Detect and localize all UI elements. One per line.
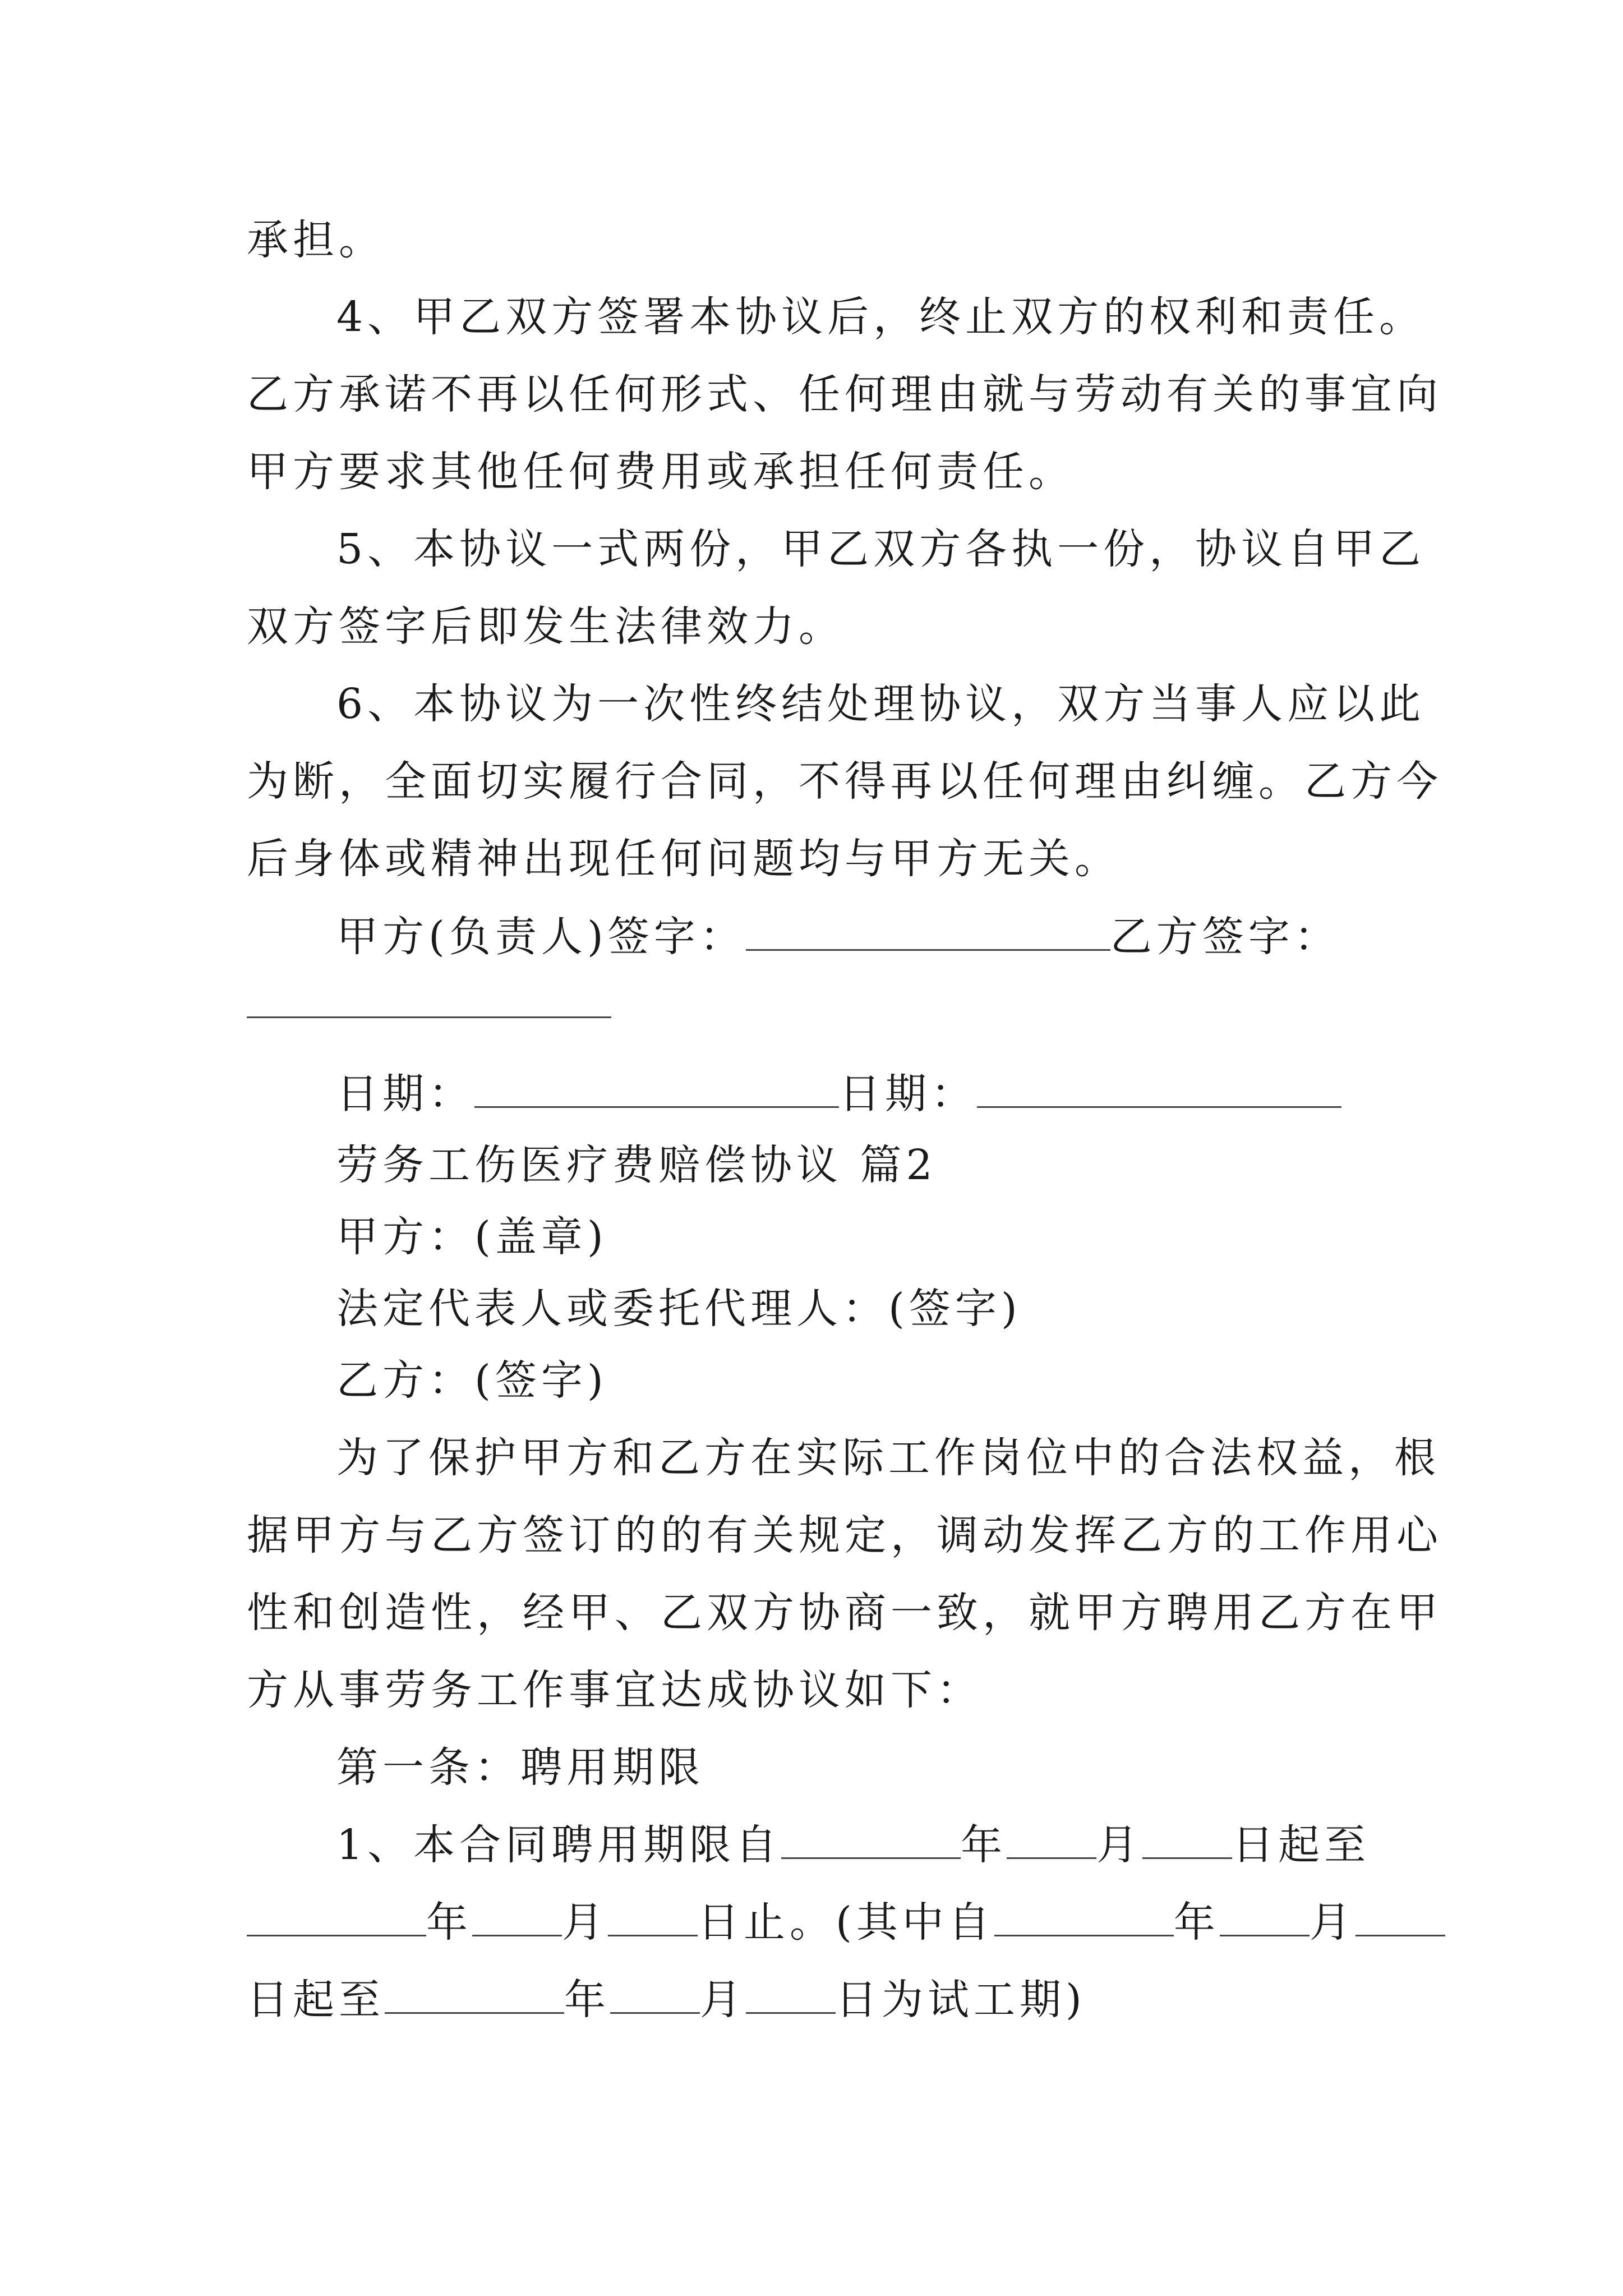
day-from-label: 日起至 <box>247 1976 385 2024</box>
clause-6-line-2: 为断，全面切实履行合同，不得再以任何理由纠缠。乙方今 <box>247 757 1442 806</box>
month-label: 月 <box>1309 1898 1355 1947</box>
date-label-a: 日期： <box>336 1070 474 1118</box>
article-1-title: 第一条：聘用期限 <box>336 1743 704 1792</box>
probation-start-month-field[interactable] <box>1220 1898 1310 1936</box>
party-b-signature-label: 乙方签字： <box>1110 913 1340 961</box>
party-b-signature-field[interactable] <box>247 979 611 1018</box>
clause-4-line-1: 4、甲乙双方签署本协议后，终止双方的权利和责任。 <box>336 293 1426 341</box>
day-end-label: 日止。(其中自 <box>698 1898 994 1947</box>
clause-4-line-3: 甲方要求其他任何费用或承担任何责任。 <box>247 448 1075 496</box>
clause-1-text: 1、本合同聘用期限自 <box>336 1821 782 1869</box>
paragraph-line: 承担。 <box>247 216 385 264</box>
party-b-signature-row <box>247 976 1391 1032</box>
year-label: 年 <box>1173 1898 1220 1947</box>
year-label: 年 <box>961 1821 1007 1869</box>
year-label: 年 <box>564 1976 610 2024</box>
intro-line-3: 性和创造性，经甲、乙双方协商一致，就甲方聘用乙方在甲 <box>247 1589 1442 1637</box>
party-a-line: 甲方：(盖章) <box>336 1213 608 1261</box>
month-label: 月 <box>562 1898 608 1947</box>
intro-line-1: 为了保护甲方和乙方在实际工作岗位中的合法权益，根 <box>336 1434 1440 1482</box>
clause-1-line-1 <box>336 1817 1391 1873</box>
end-day-field[interactable] <box>608 1898 698 1936</box>
intro-line-2: 据甲方与乙方签订的的有关规定，调动发挥乙方的工作用心 <box>247 1511 1442 1559</box>
date-field-b[interactable] <box>977 1069 1341 1108</box>
start-year-field[interactable] <box>781 1820 961 1859</box>
clause-5-line-1: 5、本协议一式两份，甲乙双方各执一份，协议自甲乙 <box>336 525 1426 573</box>
probation-end-label: 日为试工期) <box>836 1976 1086 2024</box>
signature-row <box>336 909 1391 965</box>
year-label: 年 <box>426 1898 472 1947</box>
end-month-field[interactable] <box>472 1898 562 1936</box>
clause-5-line-2: 双方签字后即发生法律效力。 <box>247 602 845 651</box>
day-from-label: 日起至 <box>1232 1821 1371 1869</box>
clause-6-line-1: 6、本协议为一次性终结处理协议，双方当事人应以此 <box>336 680 1426 728</box>
probation-end-day-field[interactable] <box>746 1975 836 2014</box>
month-label: 月 <box>700 1976 746 2024</box>
probation-start-year-field[interactable] <box>994 1898 1174 1936</box>
start-month-field[interactable] <box>1007 1820 1096 1859</box>
probation-end-month-field[interactable] <box>610 1975 700 2014</box>
representative-line: 法定代表人或委托代理人：(签字) <box>336 1285 1022 1333</box>
party-a-signature-field[interactable] <box>746 912 1110 951</box>
clause-1-line-3 <box>247 1972 1391 2028</box>
end-year-field[interactable] <box>247 1898 426 1936</box>
clause-4-line-2: 乙方承诺不再以任何形式、任何理由就与劳动有关的事宜向 <box>247 370 1442 418</box>
month-label: 月 <box>1096 1821 1143 1869</box>
party-a-signature-label: 甲方(负责人)签字： <box>336 913 746 961</box>
date-row <box>336 1066 1481 1122</box>
clause-1-line-2 <box>247 1894 1391 1950</box>
probation-start-day-field[interactable] <box>1355 1898 1445 1936</box>
date-field-a[interactable] <box>474 1069 839 1108</box>
intro-line-4: 方从事劳务工作事宜达成协议如下： <box>247 1666 983 1714</box>
party-b-line: 乙方：(签字) <box>336 1356 608 1405</box>
section-title: 劳务工伤医疗费赔偿协议 篇2 <box>336 1141 937 1189</box>
probation-end-year-field[interactable] <box>385 1975 564 2014</box>
clause-6-line-3: 后身体或精神出现任何问题均与甲方无关。 <box>247 835 1121 883</box>
start-day-field[interactable] <box>1142 1820 1232 1859</box>
date-label-b: 日期： <box>839 1070 977 1118</box>
